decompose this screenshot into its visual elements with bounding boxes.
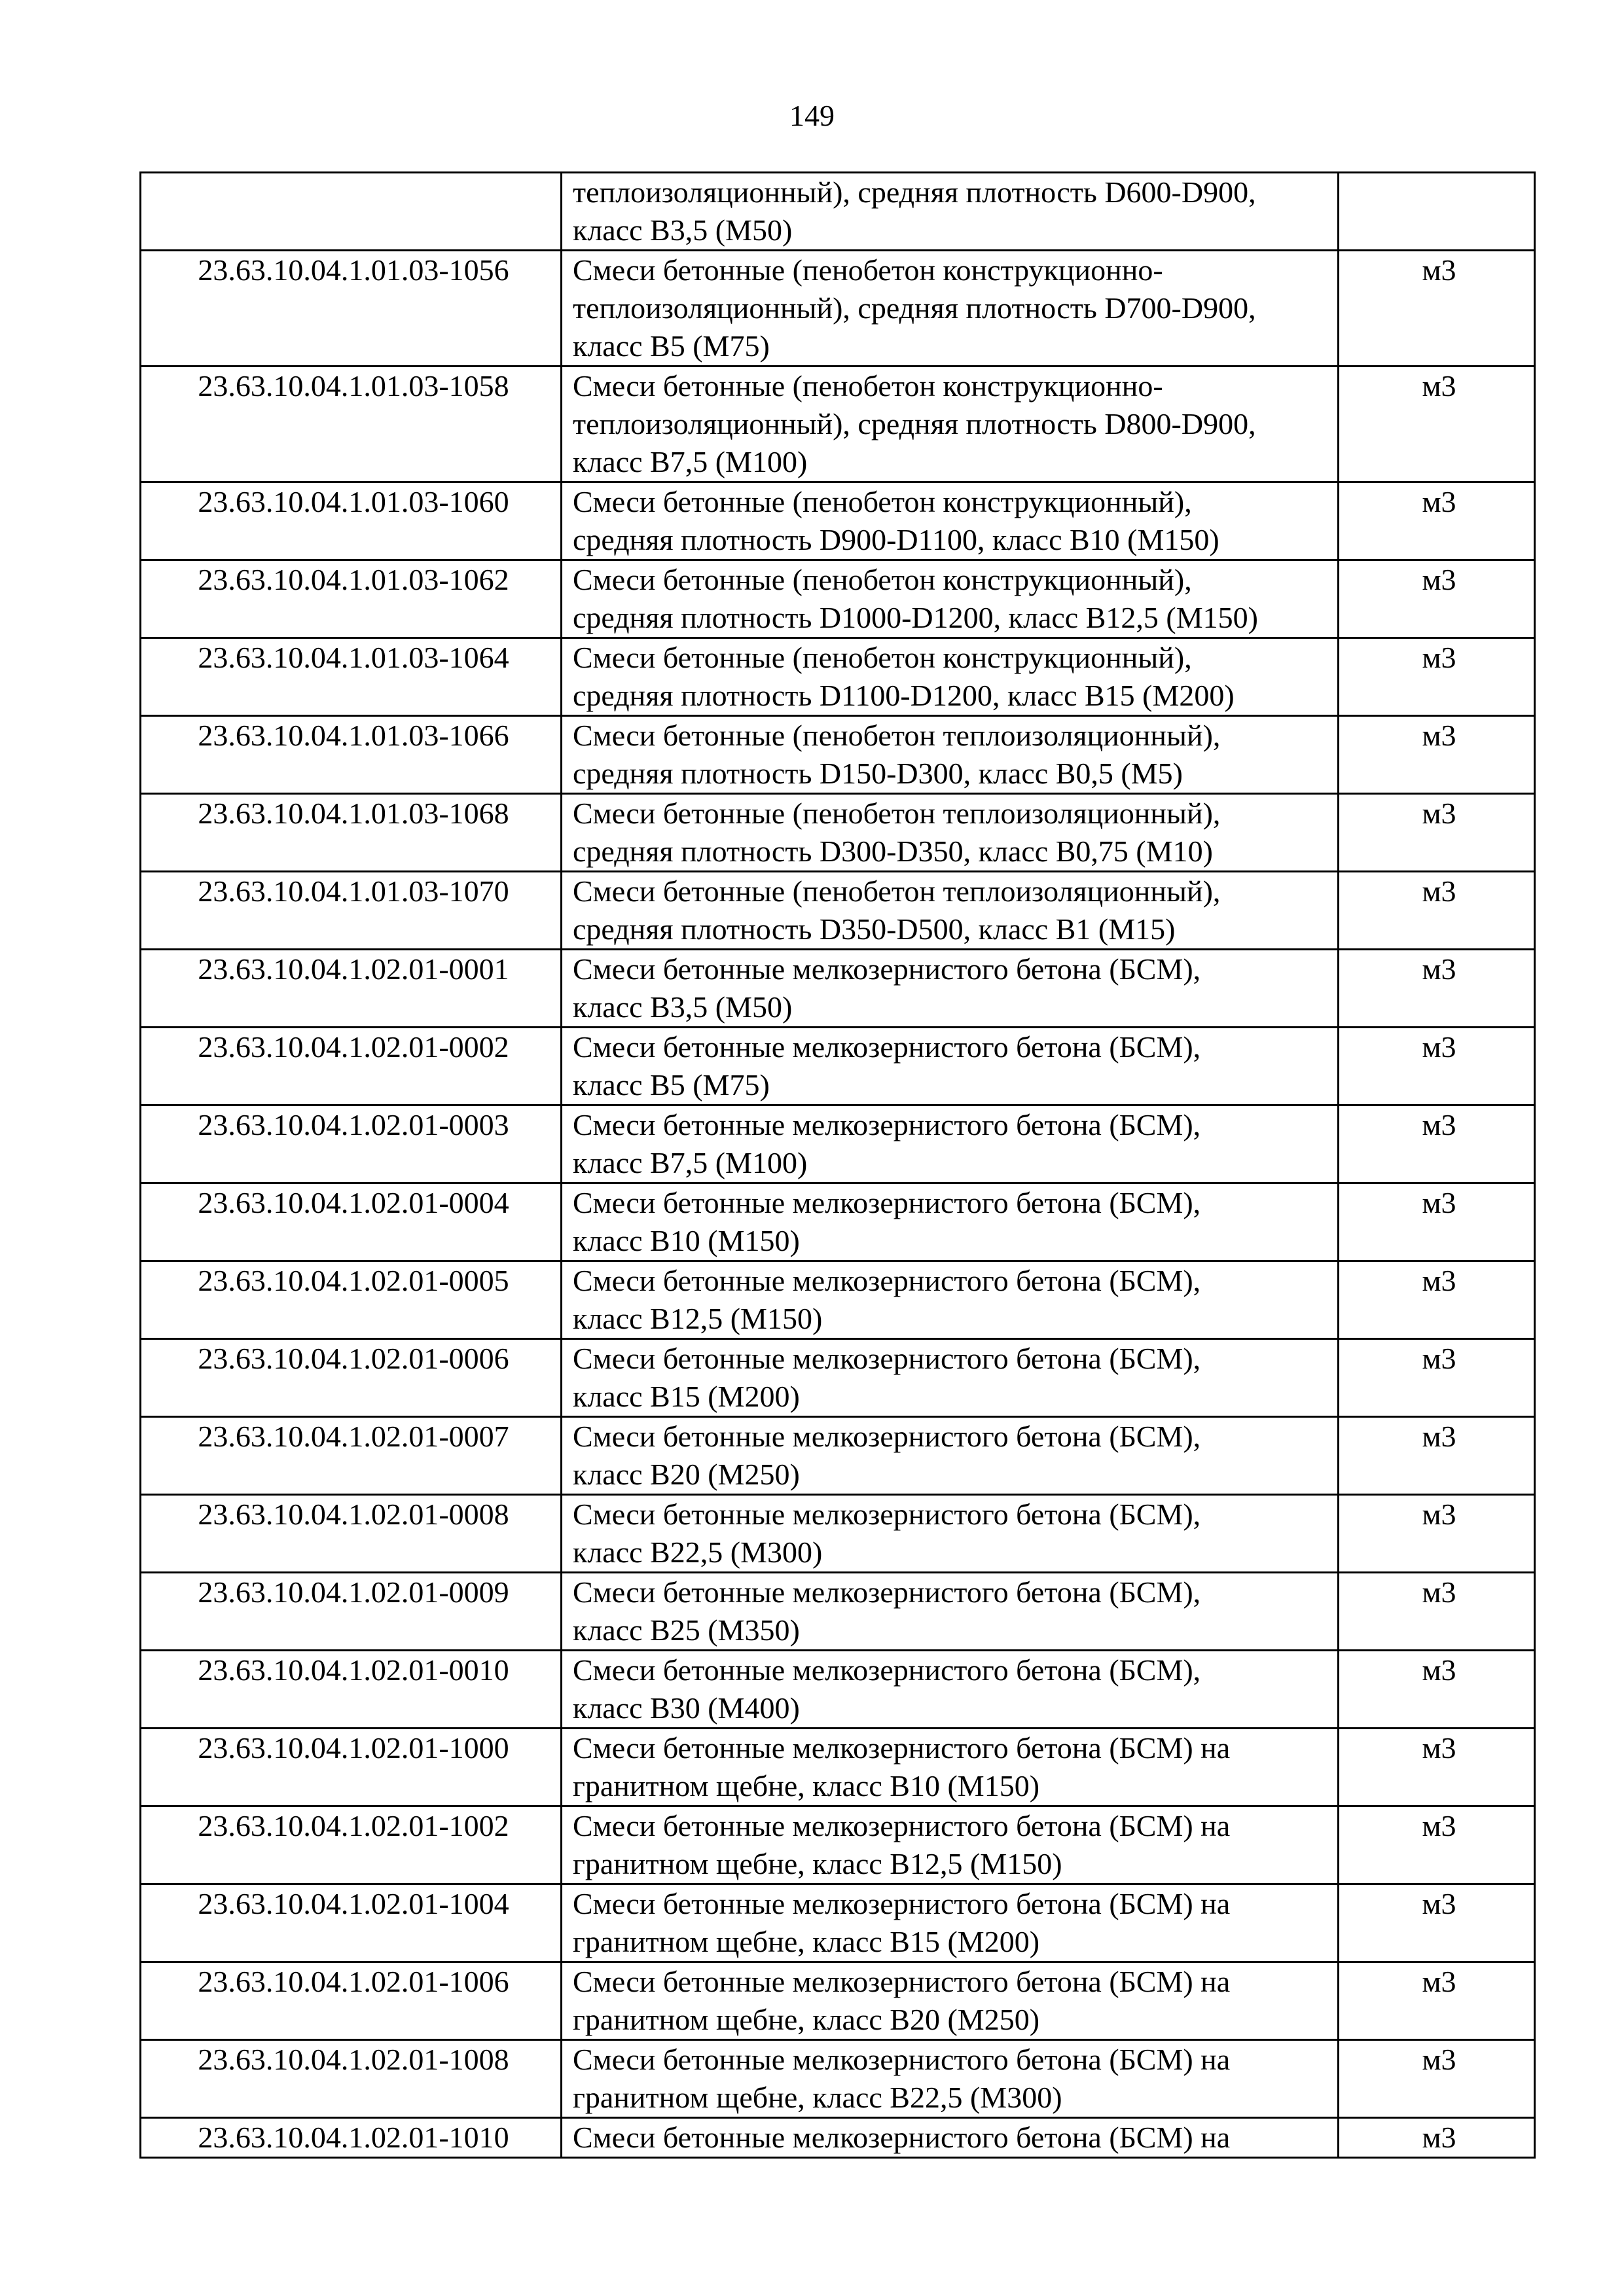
material-name-line: Смеси бетонные (пенобетон теплоизоляционный), bbox=[573, 797, 1221, 830]
material-name-cell bbox=[562, 950, 1339, 1028]
material-name-line: средняя плотность D1000-D1200, класс В12,5 (М150) bbox=[573, 601, 1258, 634]
material-code-cell bbox=[141, 173, 562, 251]
material-code-cell: 23.63.10.04.1.01.03-1064 bbox=[141, 638, 562, 716]
table-row bbox=[141, 560, 1535, 638]
material-name-line: Смеси бетонные мелкозернистого бетона (БСМ), bbox=[573, 1420, 1201, 1453]
materials-table bbox=[139, 171, 1536, 2159]
table-row bbox=[141, 1884, 1535, 1962]
material-name-line: Смеси бетонные мелкозернистого бетона (БСМ), bbox=[573, 952, 1201, 986]
materials-table-body bbox=[141, 173, 1535, 2158]
table-row bbox=[141, 716, 1535, 794]
material-name-cell bbox=[562, 560, 1339, 638]
material-name-cell bbox=[562, 482, 1339, 560]
unit-cell: м3 bbox=[1339, 2040, 1535, 2118]
material-name-line: класс В10 (М150) bbox=[573, 1224, 800, 1257]
material-name-line: Смеси бетонные мелкозернистого бетона (БСМ), bbox=[573, 1653, 1201, 1687]
material-name-cell bbox=[562, 2040, 1339, 2118]
table-row bbox=[141, 1183, 1535, 1261]
material-name-line: Смеси бетонные мелкозернистого бетона (БСМ) на bbox=[573, 1731, 1231, 1765]
material-name-line: Смеси бетонные мелкозернистого бетона (БСМ), bbox=[573, 1575, 1201, 1609]
material-name-line: средняя плотность D900-D1100, класс В10 (М150) bbox=[573, 523, 1219, 556]
material-name-line: Смеси бетонные (пенобетон конструкционный), bbox=[573, 563, 1192, 596]
unit-cell: м3 bbox=[1339, 1339, 1535, 1417]
table-row bbox=[141, 1729, 1535, 1806]
material-name-cell bbox=[562, 367, 1339, 482]
material-name-line: гранитном щебне, класс В22,5 (М300) bbox=[573, 2081, 1062, 2114]
material-name-cell bbox=[562, 1573, 1339, 1651]
material-code-cell: 23.63.10.04.1.01.03-1062 bbox=[141, 560, 562, 638]
material-name-line: средняя плотность D300-D350, класс В0,75 (М10) bbox=[573, 834, 1213, 868]
material-name-line: теплоизоляционный), средняя плотность D600-D900, bbox=[573, 175, 1256, 209]
material-name-cell bbox=[562, 2118, 1339, 2158]
material-code-cell: 23.63.10.04.1.02.01-0006 bbox=[141, 1339, 562, 1417]
material-code-cell: 23.63.10.04.1.01.03-1066 bbox=[141, 716, 562, 794]
material-code-cell: 23.63.10.04.1.01.03-1068 bbox=[141, 794, 562, 872]
material-name-cell bbox=[562, 1962, 1339, 2040]
unit-cell: м3 bbox=[1339, 1962, 1535, 2040]
material-code-cell: 23.63.10.04.1.02.01-0001 bbox=[141, 950, 562, 1028]
material-name-line: класс В7,5 (М100) bbox=[573, 445, 808, 478]
table-row bbox=[141, 1806, 1535, 1884]
material-name-cell bbox=[562, 1028, 1339, 1105]
material-name-line: Смеси бетонные мелкозернистого бетона (БСМ) на bbox=[573, 1809, 1231, 1842]
table-row bbox=[141, 638, 1535, 716]
page-number: 149 bbox=[789, 99, 835, 132]
table-row bbox=[141, 2040, 1535, 2118]
material-name-line: класс В30 (М400) bbox=[573, 1691, 800, 1725]
material-name-line: средняя плотность D150-D300, класс В0,5 (М5) bbox=[573, 757, 1183, 790]
unit-cell: м3 bbox=[1339, 1806, 1535, 1884]
material-name-line: Смеси бетонные мелкозернистого бетона (БСМ), bbox=[573, 1030, 1201, 1064]
material-name-line: класс В22,5 (М300) bbox=[573, 1535, 823, 1569]
table-row bbox=[141, 794, 1535, 872]
table-row bbox=[141, 1339, 1535, 1417]
table-row bbox=[141, 251, 1535, 367]
material-name-line: Смеси бетонные мелкозернистого бетона (БСМ) на bbox=[573, 1887, 1231, 1920]
material-name-cell bbox=[562, 794, 1339, 872]
table-row bbox=[141, 1573, 1535, 1651]
material-code-cell: 23.63.10.04.1.01.03-1060 bbox=[141, 482, 562, 560]
material-name-cell bbox=[562, 1183, 1339, 1261]
material-code-cell: 23.63.10.04.1.02.01-0010 bbox=[141, 1651, 562, 1729]
material-name-line: класс В12,5 (М150) bbox=[573, 1302, 823, 1335]
table-row bbox=[141, 173, 1535, 251]
material-code-cell: 23.63.10.04.1.02.01-1008 bbox=[141, 2040, 562, 2118]
material-name-line: класс В5 (М75) bbox=[573, 1068, 770, 1102]
material-name-cell bbox=[562, 173, 1339, 251]
unit-cell: м3 bbox=[1339, 251, 1535, 367]
material-name-cell bbox=[562, 872, 1339, 950]
material-code-cell: 23.63.10.04.1.01.03-1058 bbox=[141, 367, 562, 482]
unit-cell: м3 bbox=[1339, 1028, 1535, 1105]
material-name-line: класс В20 (М250) bbox=[573, 1458, 800, 1491]
material-name-line: средняя плотность D350-D500, класс В1 (М15) bbox=[573, 912, 1176, 946]
material-name-cell bbox=[562, 716, 1339, 794]
material-name-cell bbox=[562, 1261, 1339, 1339]
material-name-line: гранитном щебне, класс В20 (М250) bbox=[573, 2003, 1040, 2036]
material-name-line: Смеси бетонные (пенобетон теплоизоляционный), bbox=[573, 874, 1221, 908]
material-name-line: Смеси бетонные (пенобетон конструкционно- bbox=[573, 253, 1163, 287]
material-name-cell bbox=[562, 1884, 1339, 1962]
table-row bbox=[141, 2118, 1535, 2158]
material-code-cell: 23.63.10.04.1.02.01-0003 bbox=[141, 1105, 562, 1183]
material-name-line: теплоизоляционный), средняя плотность D800-D900, bbox=[573, 407, 1256, 440]
material-name-line: гранитном щебне, класс В15 (М200) bbox=[573, 1925, 1040, 1958]
material-name-line: теплоизоляционный), средняя плотность D700-D900, bbox=[573, 291, 1256, 325]
material-name-line: Смеси бетонные мелкозернистого бетона (БСМ), bbox=[573, 1342, 1201, 1375]
unit-cell: м3 bbox=[1339, 1183, 1535, 1261]
material-name-line: Смеси бетонные мелкозернистого бетона (БСМ), bbox=[573, 1186, 1201, 1219]
table-row bbox=[141, 1495, 1535, 1573]
material-name-line: класс В3,5 (М50) bbox=[573, 213, 793, 247]
unit-cell: м3 bbox=[1339, 1495, 1535, 1573]
material-code-cell: 23.63.10.04.1.01.03-1070 bbox=[141, 872, 562, 950]
table-row bbox=[141, 1028, 1535, 1105]
table-row bbox=[141, 950, 1535, 1028]
material-name-line: класс В25 (М350) bbox=[573, 1613, 800, 1647]
material-name-cell bbox=[562, 1651, 1339, 1729]
unit-cell: м3 bbox=[1339, 638, 1535, 716]
unit-cell: м3 bbox=[1339, 560, 1535, 638]
material-name-line: гранитном щебне, класс В10 (М150) bbox=[573, 1769, 1040, 1803]
unit-cell: м3 bbox=[1339, 1105, 1535, 1183]
unit-cell: м3 bbox=[1339, 1729, 1535, 1806]
unit-cell: м3 bbox=[1339, 794, 1535, 872]
table-row bbox=[141, 367, 1535, 482]
material-code-cell: 23.63.10.04.1.02.01-0008 bbox=[141, 1495, 562, 1573]
material-name-line: Смеси бетонные мелкозернистого бетона (БСМ), bbox=[573, 1498, 1201, 1531]
material-code-cell: 23.63.10.04.1.02.01-1002 bbox=[141, 1806, 562, 1884]
material-name-line: Смеси бетонные мелкозернистого бетона (БСМ), bbox=[573, 1108, 1201, 1141]
unit-cell: м3 bbox=[1339, 367, 1535, 482]
unit-cell: м3 bbox=[1339, 1573, 1535, 1651]
material-name-cell bbox=[562, 1417, 1339, 1495]
material-name-line: средняя плотность D1100-D1200, класс В15 (М200) bbox=[573, 679, 1235, 712]
material-name-cell bbox=[562, 1339, 1339, 1417]
table-row bbox=[141, 1962, 1535, 2040]
unit-cell: м3 bbox=[1339, 2118, 1535, 2158]
unit-cell: м3 bbox=[1339, 1884, 1535, 1962]
material-code-cell: 23.63.10.04.1.02.01-1004 bbox=[141, 1884, 562, 1962]
material-name-line: Смеси бетонные мелкозернистого бетона (БСМ) на bbox=[573, 2121, 1231, 2154]
material-name-line: класс В3,5 (М50) bbox=[573, 990, 793, 1024]
unit-cell bbox=[1339, 173, 1535, 251]
table-row bbox=[141, 1417, 1535, 1495]
table-row bbox=[141, 482, 1535, 560]
table-row bbox=[141, 1651, 1535, 1729]
material-code-cell: 23.63.10.04.1.02.01-0007 bbox=[141, 1417, 562, 1495]
unit-cell: м3 bbox=[1339, 950, 1535, 1028]
material-name-line: Смеси бетонные (пенобетон конструкционно- bbox=[573, 369, 1163, 403]
material-code-cell: 23.63.10.04.1.01.03-1056 bbox=[141, 251, 562, 367]
unit-cell: м3 bbox=[1339, 716, 1535, 794]
material-name-cell bbox=[562, 1105, 1339, 1183]
material-code-cell: 23.63.10.04.1.02.01-0004 bbox=[141, 1183, 562, 1261]
material-name-line: Смеси бетонные (пенобетон теплоизоляционный), bbox=[573, 719, 1221, 752]
material-code-cell: 23.63.10.04.1.02.01-0005 bbox=[141, 1261, 562, 1339]
table-row bbox=[141, 1261, 1535, 1339]
material-name-cell bbox=[562, 1495, 1339, 1573]
unit-cell: м3 bbox=[1339, 1261, 1535, 1339]
material-code-cell: 23.63.10.04.1.02.01-1010 bbox=[141, 2118, 562, 2158]
material-name-cell bbox=[562, 1806, 1339, 1884]
material-name-cell bbox=[562, 638, 1339, 716]
material-name-line: класс В15 (М200) bbox=[573, 1380, 800, 1413]
unit-cell: м3 bbox=[1339, 1651, 1535, 1729]
material-name-cell bbox=[562, 1729, 1339, 1806]
material-code-cell: 23.63.10.04.1.02.01-1000 bbox=[141, 1729, 562, 1806]
material-code-cell: 23.63.10.04.1.02.01-0002 bbox=[141, 1028, 562, 1105]
material-name-line: Смеси бетонные мелкозернистого бетона (БСМ), bbox=[573, 1264, 1201, 1297]
material-name-line: Смеси бетонные мелкозернистого бетона (БСМ) на bbox=[573, 2043, 1231, 2076]
table-row bbox=[141, 872, 1535, 950]
unit-cell: м3 bbox=[1339, 1417, 1535, 1495]
material-name-line: класс В5 (М75) bbox=[573, 329, 770, 363]
material-name-line: класс В7,5 (М100) bbox=[573, 1146, 808, 1179]
unit-cell: м3 bbox=[1339, 482, 1535, 560]
material-name-cell bbox=[562, 251, 1339, 367]
unit-cell: м3 bbox=[1339, 872, 1535, 950]
material-name-line: Смеси бетонные (пенобетон конструкционный), bbox=[573, 485, 1192, 518]
material-name-line: Смеси бетонные мелкозернистого бетона (БСМ) на bbox=[573, 1965, 1231, 1998]
material-name-line: гранитном щебне, класс В12,5 (М150) bbox=[573, 1847, 1062, 1880]
material-code-cell: 23.63.10.04.1.02.01-0009 bbox=[141, 1573, 562, 1651]
material-name-line: Смеси бетонные (пенобетон конструкционный), bbox=[573, 641, 1192, 674]
material-code-cell: 23.63.10.04.1.02.01-1006 bbox=[141, 1962, 562, 2040]
table-row bbox=[141, 1105, 1535, 1183]
